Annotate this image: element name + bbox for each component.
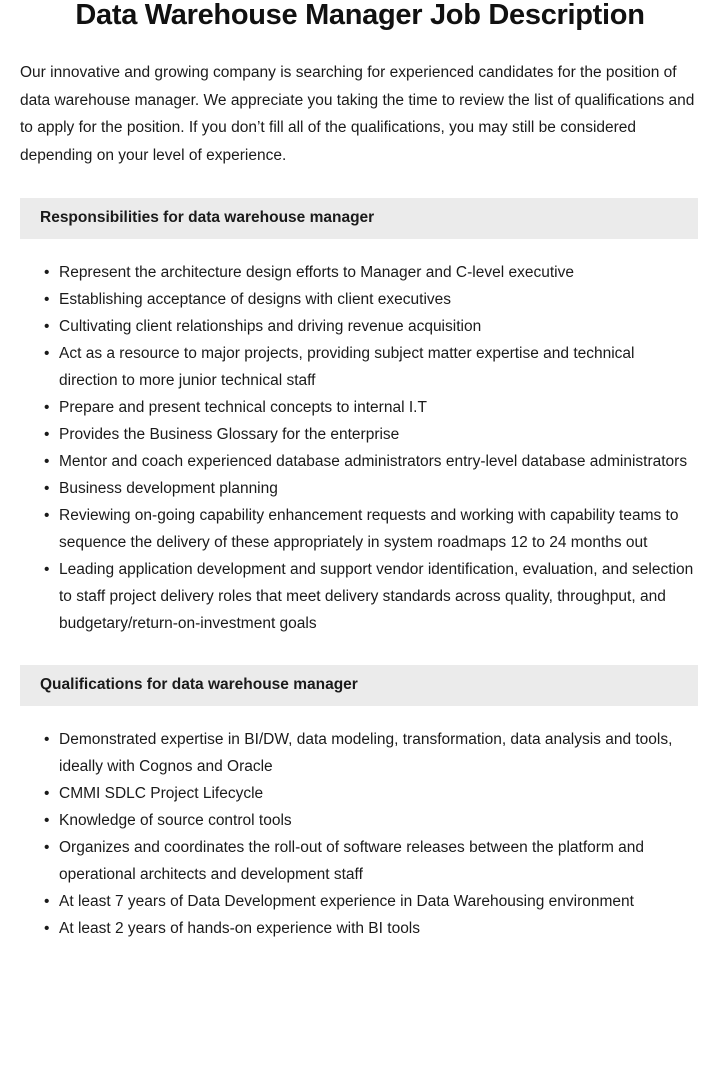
list-item: • At least 2 years of hands-on experience with BI tools xyxy=(0,915,720,942)
intro-paragraph: Our innovative and growing company is searching for experienced candidates for the position of data warehouse manager. We appreciate you taking the time to review the list of qualifications and to apply for the position. If you don’t fill all of the qualifications, you may still be considered depending on your level of experience. xyxy=(20,64,695,164)
section-heading-responsibilities: Responsibilities for data warehouse manager xyxy=(40,209,375,226)
list-item: • Organizes and coordinates the roll-out of software releases between the platform and operational architects and development staff xyxy=(0,834,720,888)
responsibilities-list xyxy=(0,239,720,637)
section-header-band-responsibilities xyxy=(20,198,698,239)
list-item: • Prepare and present technical concepts to internal I.T xyxy=(0,394,720,421)
list-item: • Cultivating client relationships and driving revenue acquisition xyxy=(0,313,720,340)
section-header-band-qualifications xyxy=(20,665,698,706)
list-item: • CMMI SDLC Project Lifecycle xyxy=(0,780,720,807)
section-qualifications xyxy=(0,665,720,942)
list-item: • At least 7 years of Data Development experience in Data Warehousing environment xyxy=(0,888,720,915)
list-item: • Establishing acceptance of designs with client executives xyxy=(0,286,720,313)
list-item: • Act as a resource to major projects, providing subject matter expertise and technical direction to more junior technical staff xyxy=(0,340,720,394)
page-title: Data Warehouse Manager Job Description xyxy=(75,0,645,31)
list-item: • Demonstrated expertise in BI/DW, data modeling, transformation, data analysis and tools, ideally with Cognos and Oracle xyxy=(0,726,720,780)
qualifications-list xyxy=(0,706,720,942)
list-item: • Represent the architecture design efforts to Manager and C-level executive xyxy=(0,259,720,286)
list-item: • Knowledge of source control tools xyxy=(0,807,720,834)
section-heading-qualifications: Qualifications for data warehouse manager xyxy=(40,676,358,693)
list-item: • Leading application development and support vendor identification, evaluation, and selection to staff project delivery roles that meet delivery standards across quality, throughput, and budgetary/return-on-investment goals xyxy=(0,556,720,637)
list-item: • Business development planning xyxy=(0,475,720,502)
list-item: • Provides the Business Glossary for the enterprise xyxy=(0,421,720,448)
list-item: • Reviewing on-going capability enhancement requests and working with capability teams to sequence the delivery of these appropriately in system roadmaps 12 to 24 months out xyxy=(0,502,720,556)
section-responsibilities xyxy=(0,198,720,637)
list-item: • Mentor and coach experienced database administrators entry-level database administrators xyxy=(0,448,720,475)
